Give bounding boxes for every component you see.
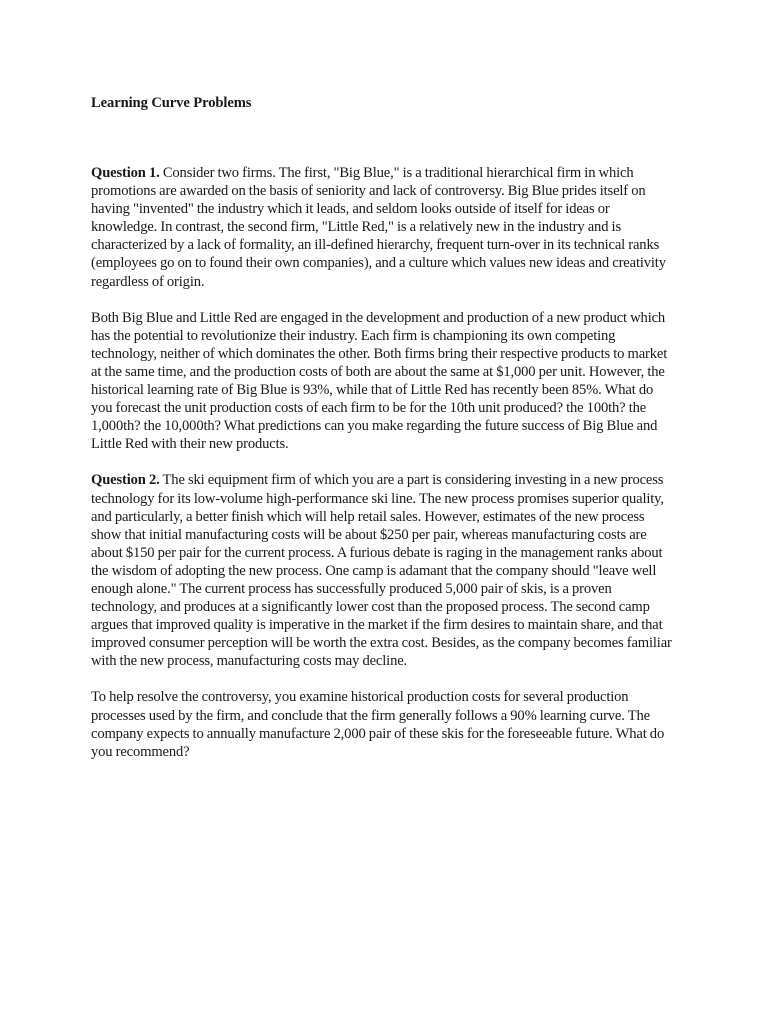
document-title: Learning Curve Problems	[91, 95, 252, 111]
question-2-paragraph-2: To help resolve the controversy, you examine historical production costs for several production processes used by the firm, and conclude that the firm generally follows a 90% learning curve. The company expects to annually manufacture 2,000 pair of these skis for the foreseeable future. What do you recommend?	[91, 689, 665, 760]
question-1-text-1: Consider two firms. The first, "Big Blue," is a traditional hierarchical firm in which promotions are awarded on the basis of seniority and lack of controversy. Big Blue prides itself on having "invented" the industry which it leads, and seldom looks outside of itself for ideas or knowledge. In contrast, the second firm, "Little Red," is a relatively new in the industry and is characterized by a lack of formality, an ill-defined hierarchy, frequent turn-over in its technical ranks (employees go on to found their own companies), and a culture which values new ideas and creativity regardless of origin.	[91, 165, 666, 290]
question-2-label: Question 2.	[91, 472, 160, 489]
question-1-paragraph-1	[91, 164, 677, 291]
question-1-paragraph-2: Both Big Blue and Little Red are engaged in the development and production of a new product which has the potential to revolutionize their industry. Each firm is championing its own competing technology, neither of which dominates the other. Both firms bring their respective products to market at the same time, and the production costs of both are about the same at $1,000 per unit. However, the historical learning rate of Big Blue is 93%, while that of Little Red has recently been 85%. What do you forecast the unit production costs of each firm to be for the 10th unit produced? the 100th? the 1,000th? the 10,000th? What predictions can you make regarding the future success of Big Blue and Little Red with their new products.	[91, 309, 668, 453]
question-1-label: Question 1.	[91, 165, 160, 181]
document-page	[91, 94, 677, 761]
question-2-text-1: The ski equipment firm of which you are a part is considering investing in a new process technology for its low-volume high-performance ski line. The new process promises superior quality, and particularly, a better finish which will help retail sales. However, estimates of the new process show that initial manufacturing costs will be about $250 per pair, whereas manufacturing costs are about $150 per pair for the current process. A furious debate is raging in the management ranks about the wisdom of adopting the new process. One camp is adamant that the company should "leave well enough alone." The current process has successfully produced 5,000 pair of skis, is a proven technology, and produces at a significantly lower cost than the proposed process. The second camp argues that improved quality is imperative in the market if the firm desires to maintain share, and that improved consumer perception will be worth the extra cost. Besides, as the company becomes familiar with the new process, manufacturing costs may decline.	[91, 472, 672, 670]
question-2-paragraph-1	[91, 471, 677, 670]
